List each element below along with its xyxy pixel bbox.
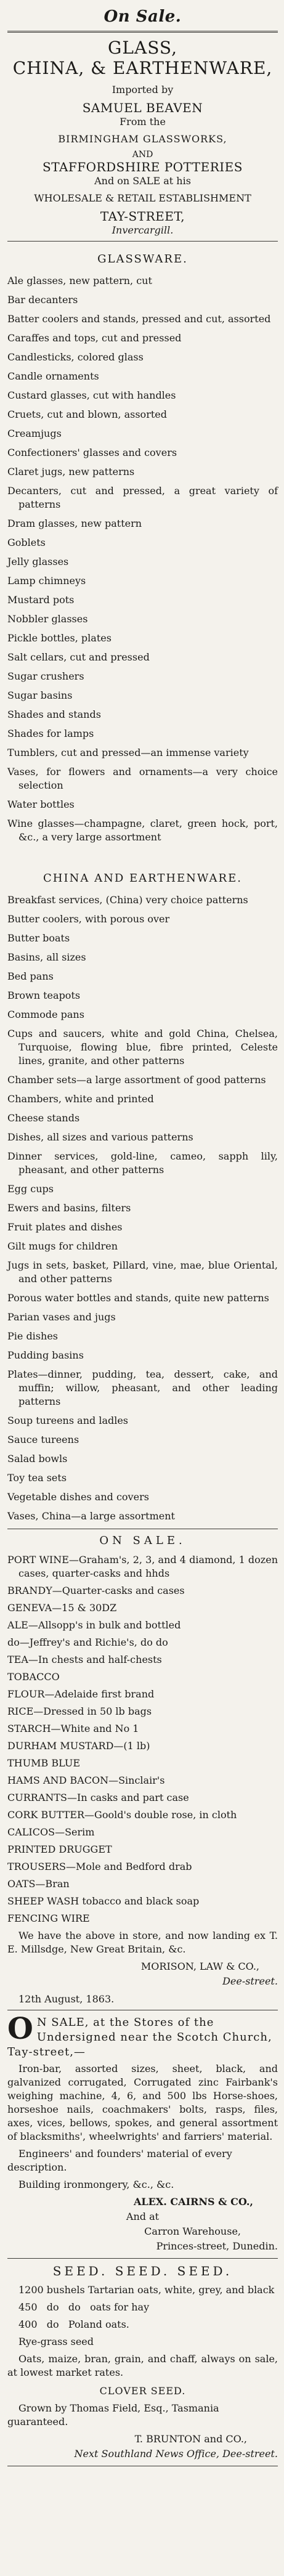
list-item: Chambers, white and printed	[7, 1093, 154, 1105]
glassworks: BIRMINGHAM GLASSWORKS,	[58, 133, 227, 145]
list-item: SHEEP WASH tobacco and black soap	[7, 1895, 200, 1907]
list-item: OATS—Bran	[7, 1878, 70, 1890]
firm-name: T. BRUNTON and CO.,	[134, 2433, 247, 2445]
list-item: Candlesticks, colored glass	[7, 351, 144, 363]
list-item: Goblets	[7, 537, 46, 548]
morison-list	[7, 1553, 278, 1925]
list-item: Plates—dinner, pudding, tea, dessert, cake, and muffin; willow, pheasant, and other leading patterns	[7, 1368, 278, 1407]
list-item: Jelly glasses	[7, 556, 69, 567]
list-item: Vases, for flowers and ornaments—a very choice selection	[7, 766, 278, 791]
list-item: Soup tureens and ladles	[7, 1415, 129, 1426]
list-item: Butter boats	[7, 932, 70, 944]
list-item: Candle ornaments	[7, 370, 99, 382]
and-1: AND	[132, 150, 153, 160]
list-item: CURRANTS—In casks and part case	[7, 1792, 189, 1803]
seed-line-4: Rye-grass seed	[18, 2336, 94, 2347]
list-item: TROUSERS—Mole and Bedford drab	[7, 1861, 192, 1872]
closing-note: We have the above in store, and now landing ex T. E. Millsdge, New Great Britain, &c.	[7, 1930, 278, 1955]
seed-line-3: 400 do Poland oats.	[18, 2318, 129, 2330]
list-item: Toy tea sets	[7, 1472, 67, 1484]
street: TAY-STREET,	[100, 209, 185, 224]
list-item: Dram glasses, new pattern	[7, 518, 142, 529]
lead-line: N SALE, at the Stores of the Undersigned near the Scotch Church, Tay-street,—	[7, 2016, 272, 2058]
list-item: RICE—Dressed in 50 lb bags	[7, 1705, 152, 1717]
list-item: do—Jeffrey's and Richie's, do do	[7, 1636, 168, 1648]
list-item: Salad bowls	[7, 1453, 68, 1465]
list-item: Parian vases and jugs	[7, 1311, 116, 1323]
ad-title-glass: GLASS,	[108, 38, 177, 58]
from-the: From the	[120, 116, 166, 128]
divider	[7, 2258, 278, 2259]
ad-date: 12th August, 1863.	[18, 1993, 115, 2005]
list-item: Shades and stands	[7, 709, 101, 720]
list-item: Cups and saucers, white and gold China, Chelsea, Turquoise, flowing blue, fibre printed, Celeste lines, granite, and other patterns	[7, 1028, 278, 1067]
china-heading: CHINA AND EARTHENWARE.	[43, 872, 242, 885]
list-item: Dinner services, gold-line, cameo, sapph lily, pheasant, and other patterns	[7, 1150, 278, 1176]
list-item: Porous water bottles and stands, quite new patterns	[7, 1292, 269, 1304]
list-item: Commode pans	[7, 1009, 84, 1020]
dropcap: O	[7, 2012, 33, 2046]
list-item: Nobbler glasses	[7, 613, 88, 625]
list-item: Tumblers, cut and pressed—an immense variety	[7, 747, 249, 758]
list-item: THUMB BLUE	[7, 1757, 81, 1769]
seed-line-2: 450 do do oats for hay	[18, 2301, 150, 2313]
glassware-heading: GLASSWARE.	[97, 253, 188, 266]
list-item: Mustard pots	[7, 594, 75, 606]
list-item: Dishes, all sizes and various patterns	[7, 1131, 193, 1143]
list-item: Gilt mugs for children	[7, 1240, 118, 1252]
list-item: DURHAM MUSTARD—(1 lb)	[7, 1740, 150, 1752]
list-item: Lamp chimneys	[7, 575, 86, 587]
list-item: CALICOS—Serim	[7, 1826, 95, 1838]
list-item: Claret jugs, new patterns	[7, 466, 135, 477]
divider	[7, 31, 278, 33]
list-item: Cruets, cut and blown, assorted	[7, 408, 167, 420]
warehouse: Carron Warehouse,	[144, 2225, 241, 2237]
list-item: Pudding basins	[7, 1349, 84, 1361]
list-item: Wine glasses—champagne, claret, green hock, port, &c., a very large assortment	[7, 818, 278, 843]
list-item: Vases, China—a large assortment	[7, 1510, 175, 1522]
advert-brunton	[7, 2264, 278, 2461]
advert-morison-law	[7, 1534, 278, 2005]
list-item: TEA—In chests and half-chests	[7, 1654, 162, 1665]
list-item: STARCH—White and No 1	[7, 1723, 139, 1734]
list-item: FLOUR—Adelaide first brand	[7, 1688, 155, 1700]
establishment: WHOLESALE & RETAIL ESTABLISHMENT	[34, 192, 251, 204]
list-item: Pickle bottles, plates	[7, 632, 112, 644]
list-item: PRINTED DRUGGET	[7, 1843, 112, 1855]
list-item: FENCING WIRE	[7, 1912, 90, 1924]
on-sale-heading: ON SALE.	[99, 1534, 186, 1547]
list-item: Shades for lamps	[7, 728, 94, 739]
advert-cairns	[7, 2012, 278, 2253]
list-item: Decanters, cut and pressed, a great variety of patterns	[7, 485, 278, 510]
list-item: Fruit plates and dishes	[7, 1221, 123, 1233]
masthead: On Sale.	[103, 7, 182, 26]
firm-name: MORISON, LAW & CO.,	[140, 1960, 259, 1972]
glassware-list	[7, 274, 278, 844]
and-at: And at	[126, 2211, 160, 2222]
list-item: ALE—Allsopp's in bulk and bottled	[7, 1619, 181, 1631]
list-item: Batter coolers and stands, pressed and cut, assorted	[7, 313, 271, 325]
list-item: PORT WINE—Graham's, 2, 3, and 4 diamond, 1 dozen cases, quarter-casks and hhds	[7, 1554, 278, 1579]
list-item: GENEVA—15 & 30DZ	[7, 1602, 117, 1614]
clover-heading: CLOVER SEED.	[99, 2385, 186, 2397]
list-item: Basins, all sizes	[7, 951, 86, 963]
importer-name: SAMUEL BEAVEN	[82, 100, 203, 115]
list-item: Butter coolers, with porous over	[7, 913, 170, 925]
list-item: CORK BUTTER—Goold's double rose, in cloth	[7, 1809, 237, 1821]
list-item: Salt cellars, cut and pressed	[7, 651, 150, 663]
building-line: Building ironmongery, &c., &c.	[18, 2179, 174, 2190]
list-item: Ewers and basins, filters	[7, 1202, 131, 1214]
body-text: Iron-bar, assorted sizes, sheet, black, and galvanized corrugated, Corrugated zinc Fairbank's weighing machine, 4, 6, and 500 lbs Horse-shoes, horseshoe nails, coachmakers' bolts, rasps, files, axes, vices, bellows, spokes, and general assortment of blacksmiths', wheelwrights' and farriers' material.	[7, 2063, 278, 2142]
list-item: BRANDY—Quarter-casks and cases	[7, 1585, 185, 1596]
list-item: Cheese stands	[7, 1112, 80, 1124]
list-item: Ale glasses, new pattern, cut	[7, 275, 152, 286]
list-item: Bar decanters	[7, 294, 78, 306]
list-item: TOBACCO	[7, 1671, 60, 1683]
list-item: Bed pans	[7, 970, 54, 982]
list-item: Creamjugs	[7, 428, 62, 439]
firm-street: Dee-street.	[222, 1975, 278, 1987]
list-item: Confectioners' glasses and covers	[7, 447, 177, 458]
list-item: Jugs in sets, basket, Pillard, vine, mae, blue Oriental, and other patterns	[7, 1259, 278, 1285]
firm-name: ALEX. CAIRNS & CO.,	[134, 2196, 253, 2208]
engineers-line: Engineers' and founders' material of every description.	[7, 2148, 232, 2173]
town: Invercargill.	[112, 224, 174, 236]
list-item: Brown teapots	[7, 989, 81, 1001]
potteries: STAFFORDSHIRE POTTERIES	[43, 160, 243, 174]
list-item: Sugar basins	[7, 689, 73, 701]
list-item: HAMS AND BACON—Sinclair's	[7, 1774, 165, 1786]
list-item: Sauce tureens	[7, 1434, 79, 1445]
imported-by: Imported by	[112, 84, 174, 95]
ad-title-china: CHINA, & EARTHENWARE,	[12, 58, 273, 78]
divider	[7, 241, 278, 242]
list-item: Breakfast services, (China) very choice patterns	[7, 894, 248, 906]
firm-address: Next Southland News Office, Dee-street.	[74, 2448, 278, 2460]
list-item: Vegetable dishes and covers	[7, 1491, 149, 1503]
seed-line-1: 1200 bushels Tartarian oats, white, grey, and black	[18, 2284, 275, 2296]
china-list	[7, 893, 278, 1523]
list-item: Custard glasses, cut with handles	[7, 389, 176, 401]
on-sale-at: And on SALE at his	[94, 175, 191, 187]
seed-body: Oats, maize, bran, grain, and chaff, always on sale, at lowest market rates.	[7, 2353, 278, 2378]
list-item: Water bottles	[7, 798, 75, 810]
advert-beaven	[7, 38, 278, 1523]
list-item: Egg cups	[7, 1183, 54, 1195]
clover-body: Grown by Thomas Field, Esq., Tasmania guaranteed.	[7, 2402, 219, 2428]
list-item: Pie dishes	[7, 1330, 58, 1342]
list-item: Caraffes and tops, cut and pressed	[7, 332, 182, 344]
list-item: Chamber sets—a large assortment of good patterns	[7, 1074, 266, 1086]
warehouse-address: Princes-street, Dunedin.	[156, 2240, 278, 2252]
seed-heading: SEED. SEED. SEED.	[52, 2264, 233, 2278]
list-item: Sugar crushers	[7, 670, 84, 682]
